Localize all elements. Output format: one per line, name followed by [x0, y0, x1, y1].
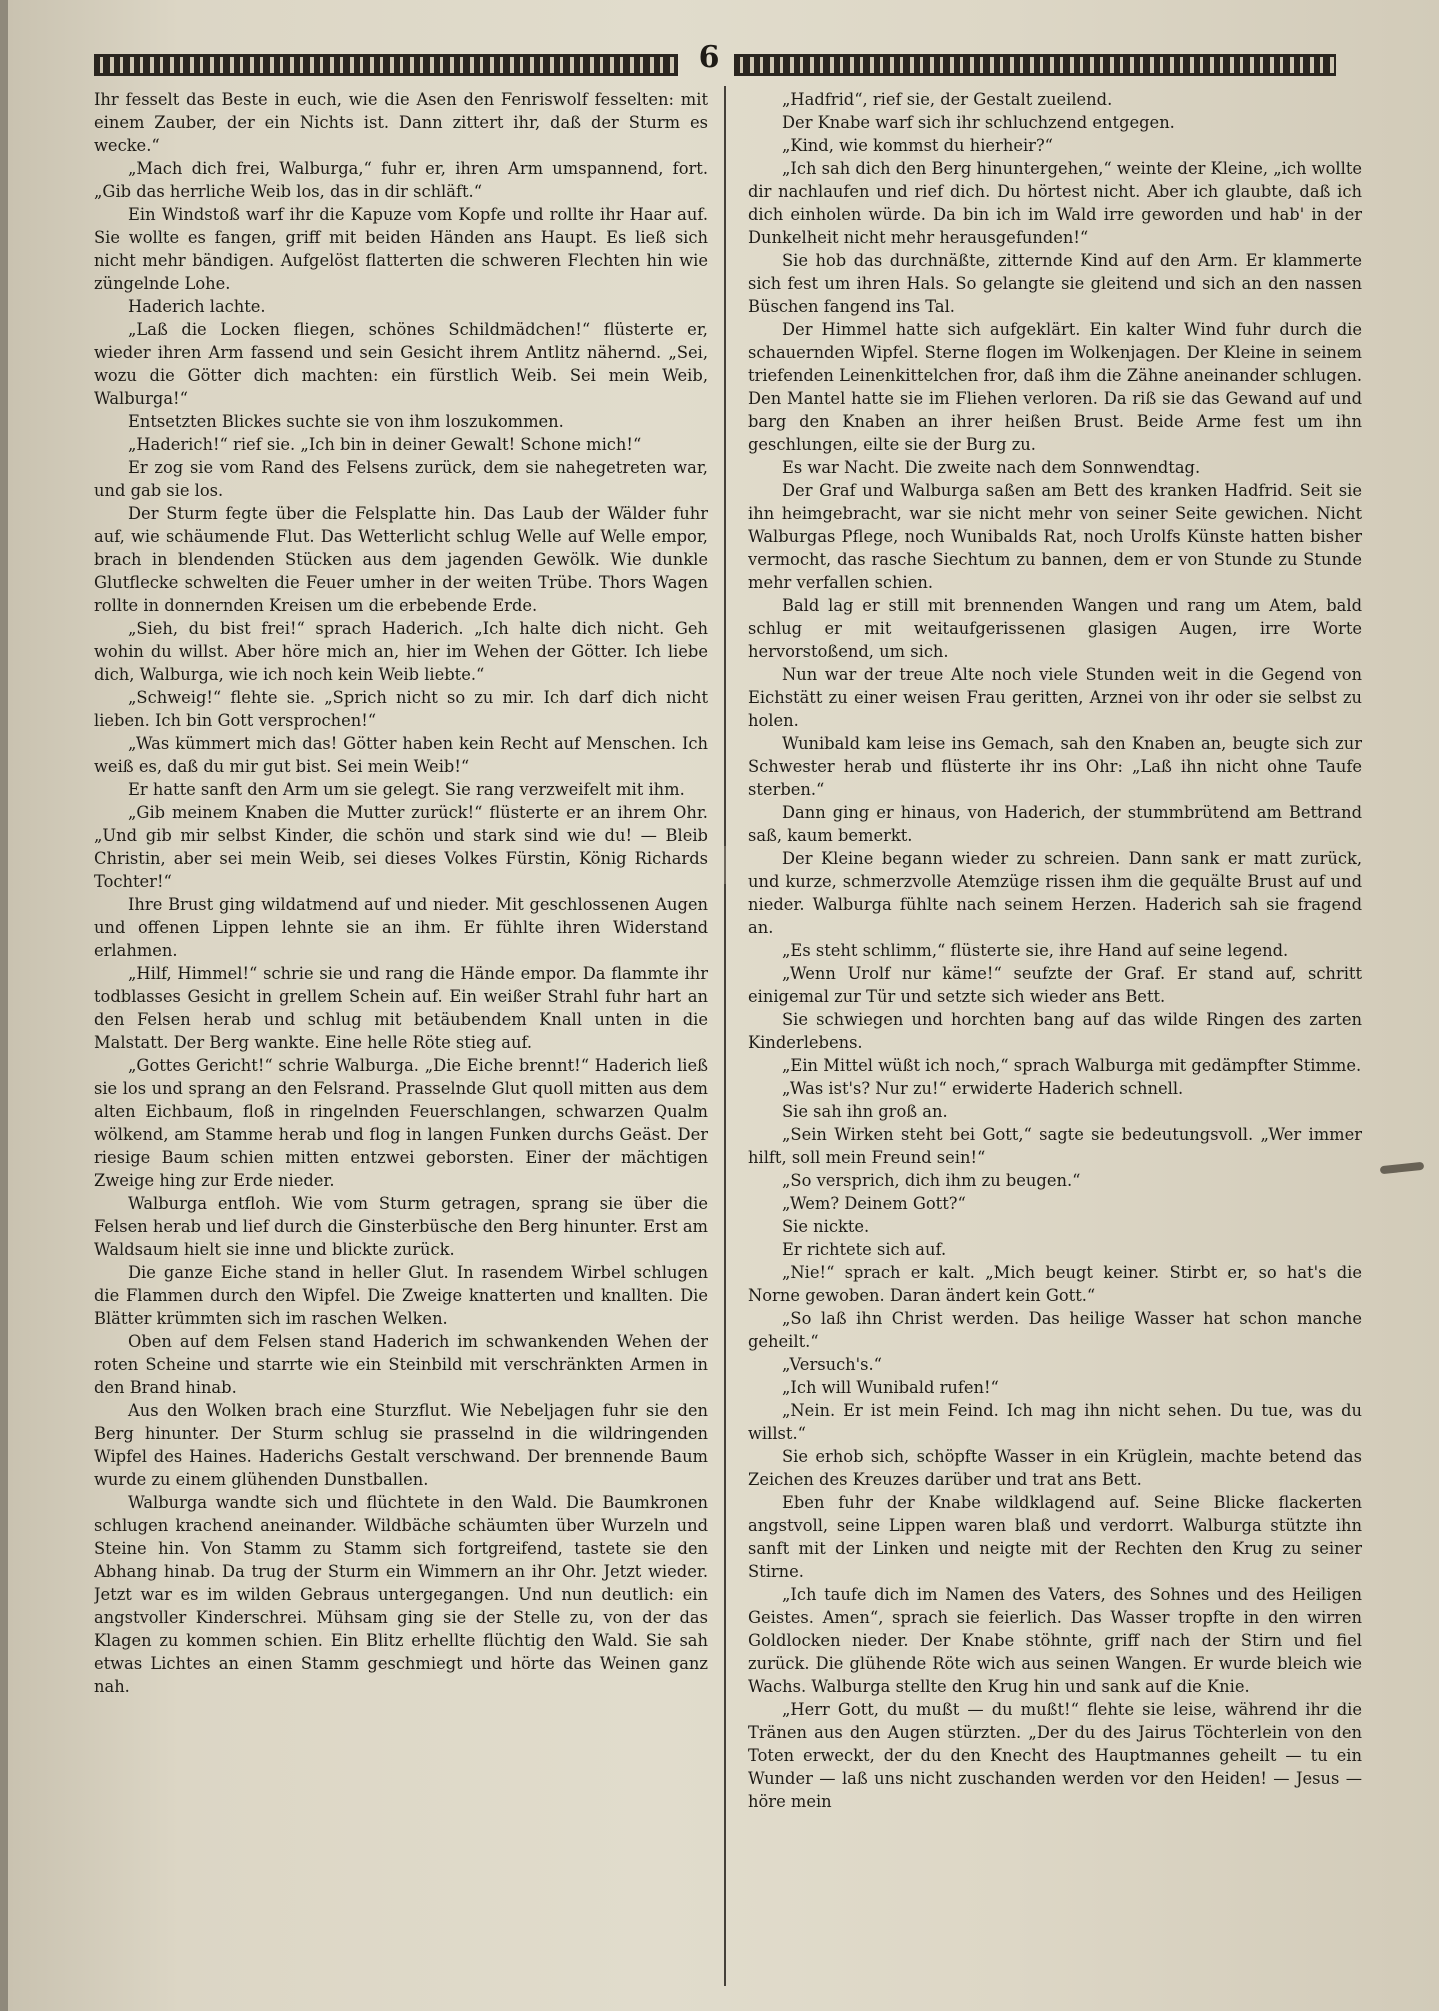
paragraph: „Laß die Locken fliegen, schönes Schildmädchen!“ flüsterte er, wieder ihren Arm fassend und sein Gesicht ihrem Antlitz nähernd. „Sei, wozu die Götter dich machten: ein fürstlich Weib. Sei mein Weib, Walburga!“: [94, 320, 708, 408]
paragraph: Sie sah ihn groß an.: [782, 1102, 948, 1121]
paragraph: Der Graf und Walburga saßen am Bett des kranken Hadfrid. Seit sie ihn heimgebracht, war sie nicht mehr von seiner Seite gewichen. Nicht Walburgas Pflege, noch Wunibalds Rat, noch Urolfs Künste hatten bisher vermocht, das rasche Siechtum zu bannen, dem er von Stunde zu Stunde mehr verfallen schien.: [748, 481, 1362, 592]
paragraph: „Ich will Wunibald rufen!“: [782, 1378, 999, 1397]
paragraph: Wunibald kam leise ins Gemach, sah den Knaben an, beugte sich zur Schwester herab und flüsterte ihr ins Ohr: „Laß ihn nicht ohne Taufe sterben.“: [748, 734, 1362, 799]
paragraph: Die ganze Eiche stand in heller Glut. In rasendem Wirbel schlugen die Flammen durch den Wipfel. Die Zweige knatterten und knallten. Die Blätter krümmten sich im raschen Welken.: [94, 1263, 708, 1328]
paragraph: „Es steht schlimm,“ flüsterte sie, ihre Hand auf seine legend.: [782, 941, 1289, 960]
paragraph: Haderich lachte.: [128, 297, 266, 316]
paragraph: Nun war der treue Alte noch viele Stunden weit in die Gegend von Eichstätt zu einer weisen Frau geritten, Arznei von ihr oder sie selbst zu holen.: [748, 665, 1362, 730]
paragraph: Entsetzten Blickes suchte sie von ihm loszukommen.: [128, 412, 564, 431]
paragraph: Er hatte sanft den Arm um sie gelegt. Sie rang verzweifelt mit ihm.: [128, 780, 685, 799]
paragraph: „Wem? Deinem Gott?“: [782, 1194, 966, 1213]
paragraph: „Sieh, du bist frei!“ sprach Haderich. „Ich halte dich nicht. Geh wohin du willst. Aber höre mich an, hier im Wehen der Götter. Ich liebe dich, Walburga, wie ich noch kein Weib liebte.“: [94, 619, 708, 684]
paragraph: „Ich taufe dich im Namen des Vaters, des Sohnes und des Heiligen Geistes. Amen“, sprach sie feierlich. Das Wasser tropfte in den wirren Goldlocken nieder. Der Knabe stöhnte, griff nach der Stirn und fiel zurück. Die glühende Röte wich aus seinen Wangen. Er wurde bleich wie Wachs. Walburga stellte den Krug hin und sank auf die Knie.: [748, 1585, 1362, 1696]
paragraph: Sie erhob sich, schöpfte Wasser in ein Krüglein, machte betend das Zeichen des Kreuzes darüber und trat ans Bett.: [748, 1447, 1362, 1489]
paragraph: „Schweig!“ flehte sie. „Sprich nicht so zu mir. Ich darf dich nicht lieben. Ich bin Gott versprochen!“: [94, 688, 708, 730]
paragraph: „Mach dich frei, Walburga,“ fuhr er, ihren Arm umspannend, fort. „Gib das herrliche Weib los, das in dir schläft.“: [94, 159, 708, 201]
paragraph: Walburga wandte sich und flüchtete in den Wald. Die Baumkronen schlugen krachend aneinander. Wildbäche schäumten über Wurzeln und Steine hin. Von Stamm zu Stamm sich fortgreifend, tastete sie den Abhang hinab. Da trug der Sturm ein Wimmern an ihr Ohr. Jetzt wieder. Jetzt war es im wilden Gebraus untergegangen. Und nun deutlich: ein angstvoller Kinderschrei. Mühsam ging sie der Stelle zu, von der das Klagen zu kommen schien. Ein Blitz erhellte flüchtig den Wald. Sie sah etwas Lichtes an einen Stamm geschmiegt und hörte das Weinen ganz nah.: [94, 1493, 708, 1696]
paragraph: „So laß ihn Christ werden. Das heilige Wasser hat schon manche geheilt.“: [748, 1309, 1362, 1351]
paragraph: „Haderich!“ rief sie. „Ich bin in deiner Gewalt! Schone mich!“: [128, 435, 642, 454]
paragraph: Er zog sie vom Rand des Felsens zurück, dem sie nahegetreten war, und gab sie los.: [94, 458, 708, 500]
left-column: [94, 88, 708, 1988]
paragraph: „Ein Mittel wüßt ich noch,“ sprach Walburga mit gedämpfter Stimme.: [782, 1056, 1362, 1075]
paragraph: Sie schwiegen und horchten bang auf das wilde Ringen des zarten Kinderlebens.: [748, 1010, 1362, 1052]
page-number: 6: [698, 40, 720, 75]
paragraph: „So versprich, dich ihm zu beugen.“: [782, 1171, 1081, 1190]
paragraph: Bald lag er still mit brennenden Wangen und rang um Atem, bald schlug er mit weitaufgerissenen glasigen Augen, irre Worte hervorstoßend, um sich.: [748, 596, 1362, 661]
paragraph: Der Himmel hatte sich aufgeklärt. Ein kalter Wind fuhr durch die schauernden Wipfel. Sterne flogen im Wolkenjagen. Der Kleine in seinem triefenden Leinenkittelchen fror, daß ihm die Zähne aneinander schlugen. Den Mantel hatte sie im Fliehen verloren. Da riß sie das Gewand auf und barg den Knaben an ihrer heißen Brust. Beide Arme fest um ihn geschlungen, eilte sie der Burg zu.: [748, 320, 1362, 454]
paragraph: „Kind, wie kommst du hierheir?“: [782, 136, 1053, 155]
paragraph: Ihr fesselt das Beste in euch, wie die Asen den Fenriswolf fesselten: mit einem Zauber, der ein Nichts ist. Dann zittert ihr, daß der Sturm es wecke.“: [94, 90, 708, 155]
paragraph: Der Kleine begann wieder zu schreien. Dann sank er matt zurück, und kurze, schmerzvolle Atemzüge rissen ihm die gequälte Brust auf und nieder. Walburga fühlte nach seinem Herzen. Haderich sah sie fragend an.: [748, 849, 1362, 937]
paragraph: „Wenn Urolf nur käme!“ seufzte der Graf. Er stand auf, schritt einigemal zur Tür und setzte sich wieder ans Bett.: [748, 964, 1362, 1006]
paragraph: Walburga entfloh. Wie vom Sturm getragen, sprang sie über die Felsen herab und lief durch die Ginsterbüsche den Berg hinunter. Erst am Waldsaum hielt sie inne und blickte zurück.: [94, 1194, 708, 1259]
paragraph: Oben auf dem Felsen stand Haderich im schwankenden Wehen der roten Scheine und starrte wie ein Steinbild mit verschränkten Armen in den Brand hinab.: [94, 1332, 708, 1397]
paragraph: „Ich sah dich den Berg hinuntergehen,“ weinte der Kleine, „ich wollte dir nachlaufen und rief dich. Du hörtest nicht. Aber ich glaubte, daß ich dich einholen würde. Da bin ich im Wald irre geworden und hab' in der Dunkelheit nicht mehr herausgefunden!“: [748, 159, 1362, 247]
newspaper-page: [8, 0, 1439, 2011]
paragraph: Ein Windstoß warf ihr die Kapuze vom Kopfe und rollte ihr Haar auf. Sie wollte es fangen, griff mit beiden Händen ans Haupt. Es ließ sich nicht mehr bändigen. Aufgelöst flatterten die schweren Flechten hin wie züngelnde Lohe.: [94, 205, 708, 293]
page-header: [94, 40, 1336, 88]
paragraph: „Nie!“ sprach er kalt. „Mich beugt keiner. Stirbt er, so hat's die Norne gewoben. Daran ändert kein Gott.“: [748, 1263, 1362, 1305]
paragraph: „Was kümmert mich das! Götter haben kein Recht auf Menschen. Ich weiß es, daß du mir gut bist. Sei mein Weib!“: [94, 734, 708, 776]
paragraph: „Hadfrid“, rief sie, der Gestalt zueilend.: [782, 90, 1113, 109]
paragraph: Sie nickte.: [782, 1217, 870, 1236]
paragraph: Eben fuhr der Knabe wildklagend auf. Seine Blicke flackerten angstvoll, seine Lippen waren blaß und verdorrt. Walburga stützte ihn sanft mit der Linken und neigte mit der Rechten den Krug zu seiner Stirne.: [748, 1493, 1362, 1581]
paragraph: Der Knabe warf sich ihr schluchzend entgegen.: [782, 113, 1175, 132]
ornamental-border-right: [734, 54, 1336, 76]
paragraph: „Nein. Er ist mein Feind. Ich mag ihn nicht sehen. Du tue, was du willst.“: [748, 1401, 1362, 1443]
paragraph: Er richtete sich auf.: [782, 1240, 947, 1259]
right-column: [748, 88, 1362, 1988]
paragraph: Sie hob das durchnäßte, zitternde Kind auf den Arm. Er klammerte sich fest um ihren Hals. So gelangte sie gleitend und sich an den nassen Büschen fangend ins Tal.: [748, 251, 1362, 316]
paragraph: Es war Nacht. Die zweite nach dem Sonnwendtag.: [782, 458, 1201, 477]
paragraph: „Was ist's? Nur zu!“ erwiderte Haderich schnell.: [782, 1079, 1184, 1098]
column-divider: [724, 86, 726, 1986]
paragraph: „Hilf, Himmel!“ schrie sie und rang die Hände empor. Da flammte ihr todblasses Gesicht in grellem Schein auf. Ein weißer Strahl fuhr hart an den Felsen herab und schlug mit betäubendem Knall unten in die Malstatt. Der Berg wankte. Eine helle Röte stieg auf.: [94, 964, 708, 1052]
ornamental-border-left: [94, 54, 678, 76]
paragraph: Ihre Brust ging wildatmend auf und nieder. Mit geschlossenen Augen und offenen Lippen lehnte sie an ihm. Er fühlte ihren Widerstand erlahmen.: [94, 895, 708, 960]
paragraph: „Gib meinem Knaben die Mutter zurück!“ flüsterte er an ihrem Ohr. „Und gib mir selbst Kinder, die schön und stark sind wie du! — Bleib Christin, aber sei mein Weib, sei dieses Volkes Fürstin, König Richards Tochter!“: [94, 803, 708, 891]
paragraph: „Herr Gott, du mußt — du mußt!“ flehte sie leise, während ihr die Tränen aus den Augen stürzten. „Der du des Jairus Töchterlein von den Toten erweckt, der du den Knecht des Hauptmannes geheilt — tu ein Wunder — laß uns nicht zuschanden werden vor den Heiden! — Jesus — höre mein: [748, 1700, 1362, 1811]
paragraph: „Sein Wirken steht bei Gott,“ sagte sie bedeutungsvoll. „Wer immer hilft, soll mein Freund sein!“: [748, 1125, 1362, 1167]
paragraph: Aus den Wolken brach eine Sturzflut. Wie Nebeljagen fuhr sie den Berg hinunter. Der Sturm schlug sie prasselnd in die wildringenden Wipfel des Haines. Haderichs Gestalt verschwand. Der brennende Baum wurde zu einem glühenden Dunstballen.: [94, 1401, 708, 1489]
paragraph: Dann ging er hinaus, von Haderich, der stummbrütend am Bettrand saß, kaum bemerkt.: [748, 803, 1362, 845]
ink-mark: [1380, 1162, 1425, 1175]
paragraph: „Versuch's.“: [782, 1355, 882, 1374]
paragraph: Der Sturm fegte über die Felsplatte hin. Das Laub der Wälder fuhr auf, wie schäumende Flut. Das Wetterlicht schlug Welle auf Welle empor, brach in blendenden Stücken aus dem jagenden Gewölk. Wie dunkle Glutflecke schwelten die Feuer umher in der weiten Trübe. Thors Wagen rollte in donnernden Kreisen um die erbebende Erde.: [94, 504, 708, 615]
paragraph: „Gottes Gericht!“ schrie Walburga. „Die Eiche brennt!“ Haderich ließ sie los und sprang an den Felsrand. Prasselnde Glut quoll mitten aus dem alten Eichbaum, floß in ringelnden Feuerschlangen, schwarzen Qualm wölkend, am Stamme herab und flog in langen Funken durchs Geäst. Der riesige Baum schien mitten entzwei geborsten. Einer der mächtigen Zweige hing zur Erde nieder.: [94, 1056, 708, 1190]
